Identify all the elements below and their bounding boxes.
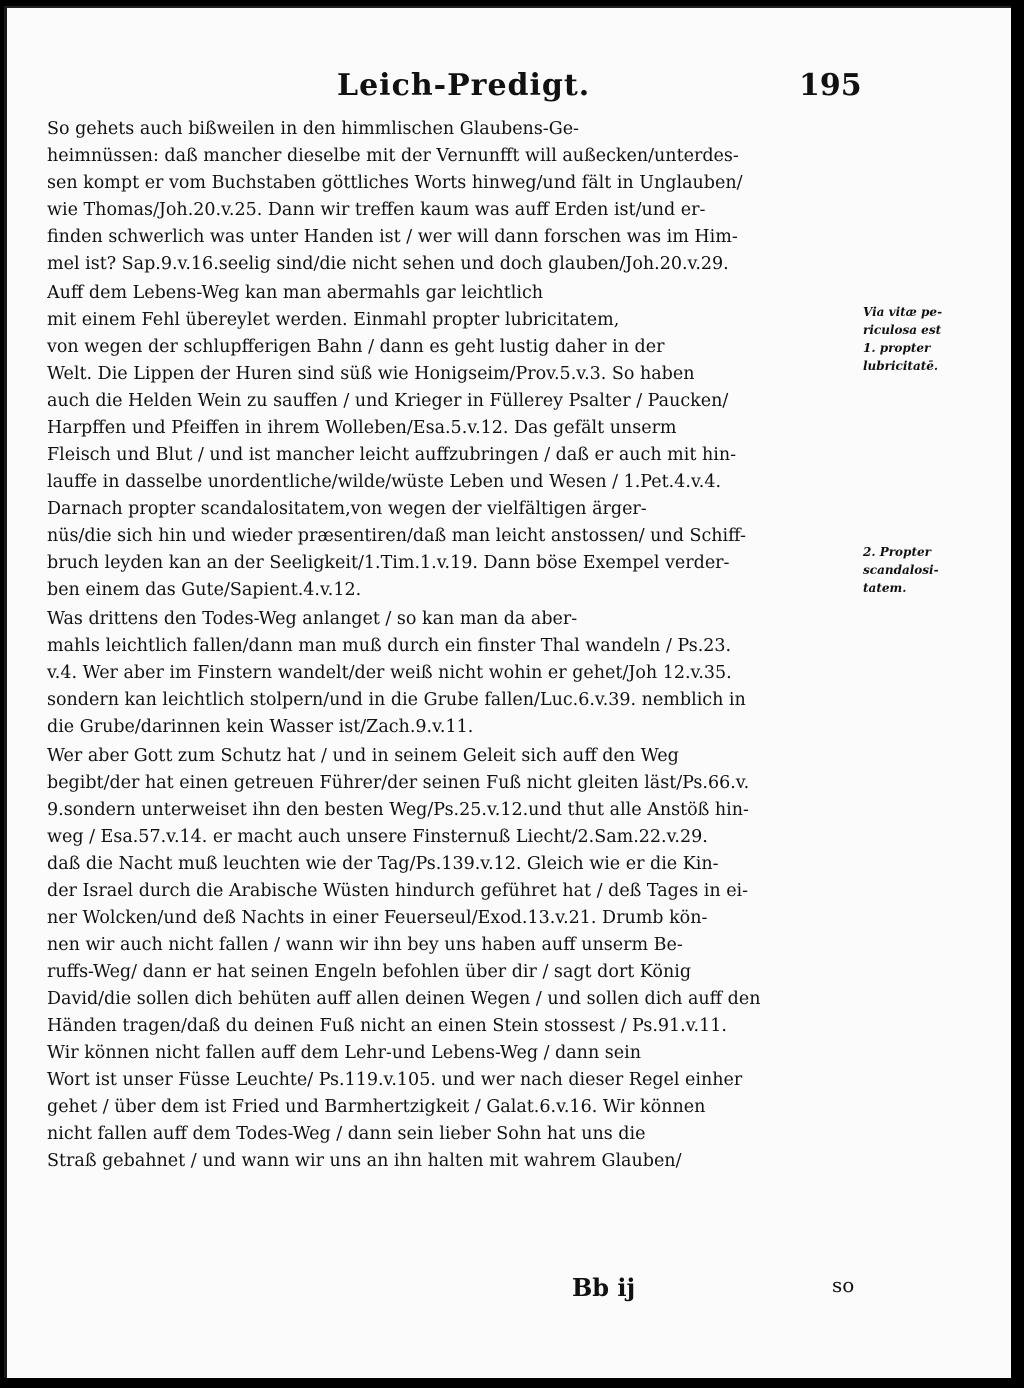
text-line: lauffe in dasselbe unordentliche/wilde/wüste Leben und Wesen / 1.Pet.4.v.4.: [47, 472, 722, 492]
page-header: [7, 68, 1011, 108]
text-line: nicht fallen auff dem Todes-Weg / dann sein lieber Sohn hat uns die: [47, 1124, 646, 1144]
text-line: v.4. Wer aber im Finstern wandelt/der weiß nicht wohin er gehet/Joh 12.v.35.: [47, 663, 732, 683]
catchword: so: [832, 1273, 855, 1297]
text-line: mahls leichtlich fallen/dann man muß durch ein finster Thal wandeln / Ps.23.: [47, 636, 732, 656]
page-number: 195: [799, 68, 862, 103]
text-line: heimnüssen: daß mancher dieselbe mit der Vernunfft will außecken/unterdes-: [47, 146, 739, 166]
text-line: mit einem Fehl übereylet werden. Einmahl propter lubricitatem,: [47, 310, 620, 330]
text-line: sen kompt er vom Buchstaben göttliches Worts hinweg/und fält in Unglauben/: [47, 173, 743, 193]
text-line: Welt. Die Lippen der Huren sind süß wie Honigseim/Prov.5.v.3. So haben: [47, 364, 695, 384]
text-line: begibt/der hat einen getreuen Führer/der seinen Fuß nicht gleiten läst/Ps.66.v.: [47, 773, 750, 793]
margin-note-line: 1. propter: [863, 341, 931, 355]
text-line: Auff dem Lebens-Weg kan man abermahls gar leichtlich: [47, 283, 544, 303]
text-line: Händen tragen/daß du deinen Fuß nicht an einen Stein stossest / Ps.91.v.11.: [47, 1016, 727, 1036]
text-line: Darnach propter scandalositatem,von wegen der vielfältigen ärger-: [47, 499, 647, 519]
sermon-text: [47, 116, 859, 1175]
running-head: Leich-Predigt.: [337, 68, 591, 103]
text-line: 9.sondern unterweiset ihn den besten Weg/Ps.25.v.12.und thut alle Anstöß hin-: [47, 800, 749, 820]
text-line: nen wir auch nicht fallen / wann wir ihn bey uns haben auff unserm Be-: [47, 935, 683, 955]
text-line: mel ist? Sap.9.v.16.seelig sind/die nicht sehen und doch glauben/Joh.20.v.29.: [47, 254, 729, 274]
page-footer: [7, 1273, 1011, 1309]
text-line: Wort ist unser Füsse Leuchte/ Ps.119.v.105. und wer nach dieser Regel einher: [47, 1070, 743, 1090]
text-line: Was drittens den Todes-Weg anlanget / so kan man da aber-: [47, 609, 578, 629]
margin-note: [863, 543, 1003, 597]
text-line: die Grube/darinnen kein Wasser ist/Zach.9.v.11.: [47, 717, 474, 737]
text-line: Wir können nicht fallen auff dem Lehr-und Lebens-Weg / dann sein: [47, 1043, 641, 1063]
text-line: nüs/die sich hin und wieder præsentiren/daß man leicht anstossen/ und Schiff-: [47, 526, 746, 546]
margin-note-line: tatem.: [863, 581, 907, 595]
text-line: auch die Helden Wein zu sauffen / und Krieger in Füllerey Psalter / Paucken/: [47, 391, 729, 411]
text-line: gehet / über dem ist Fried und Barmhertzigkeit / Galat.6.v.16. Wir können: [47, 1097, 706, 1117]
signature-mark: Bb ij: [572, 1273, 636, 1302]
text-line: ner Wolcken/und deß Nachts in einer Feuerseul/Exod.13.v.21. Drumb kön-: [47, 908, 708, 928]
margin-note-line: Via vitæ pe-: [863, 305, 943, 319]
text-line: Wer aber Gott zum Schutz hat / und in seinem Geleit sich auff den Weg: [47, 746, 679, 766]
margin-note: [863, 303, 1003, 375]
text-line: wie Thomas/Joh.20.v.25. Dann wir treffen kaum was auff Erden ist/und er-: [47, 200, 706, 220]
text-line: Harpffen und Pfeiffen in ihrem Wolleben/Esa.5.v.12. Das gefält unserm: [47, 418, 677, 438]
text-line: sondern kan leichtlich stolpern/und in die Grube fallen/Luc.6.v.39. nemblich in: [47, 690, 746, 710]
text-line: von wegen der schlupfferigen Bahn / dann es geht lustig daher in der: [47, 337, 665, 357]
text-line: daß die Nacht muß leuchten wie der Tag/Ps.139.v.12. Gleich wie er die Kin-: [47, 854, 719, 874]
text-line: So gehets auch bißweilen in den himmlischen Glaubens-Ge-: [47, 119, 579, 139]
text-line: Straß gebahnet / und wann wir uns an ihn halten mit wahrem Glauben/: [47, 1151, 682, 1171]
text-line: bruch leyden kan an der Seeligkeit/1.Tim.1.v.19. Dann böse Exempel verder-: [47, 553, 730, 573]
text-line: weg / Esa.57.v.14. er macht auch unsere Finsternuß Liecht/2.Sam.22.v.29.: [47, 827, 708, 847]
text-line: Fleisch und Blut / und ist mancher leicht auffzubringen / daß er auch mit hin-: [47, 445, 737, 465]
margin-note-line: 2. Propter: [863, 545, 931, 559]
margin-note-line: riculosa est: [863, 323, 942, 337]
margin-note-line: scandalosi-: [863, 563, 939, 577]
text-line: ben einem das Gute/Sapient.4.v.12.: [47, 580, 362, 600]
text-line: ruffs-Weg/ dann er hat seinen Engeln befohlen über dir / sagt dort König: [47, 962, 692, 982]
book-page: [4, 6, 1011, 1378]
text-line: finden schwerlich was unter Handen ist / wer will dann forschen was im Him-: [47, 227, 738, 247]
margin-note-line: lubricitatē.: [863, 359, 939, 373]
text-line: der Israel durch die Arabische Wüsten hindurch geführet hat / deß Tages in ei-: [47, 881, 749, 901]
text-line: David/die sollen dich behüten auff allen deinen Wegen / und sollen dich auff den: [47, 989, 761, 1009]
